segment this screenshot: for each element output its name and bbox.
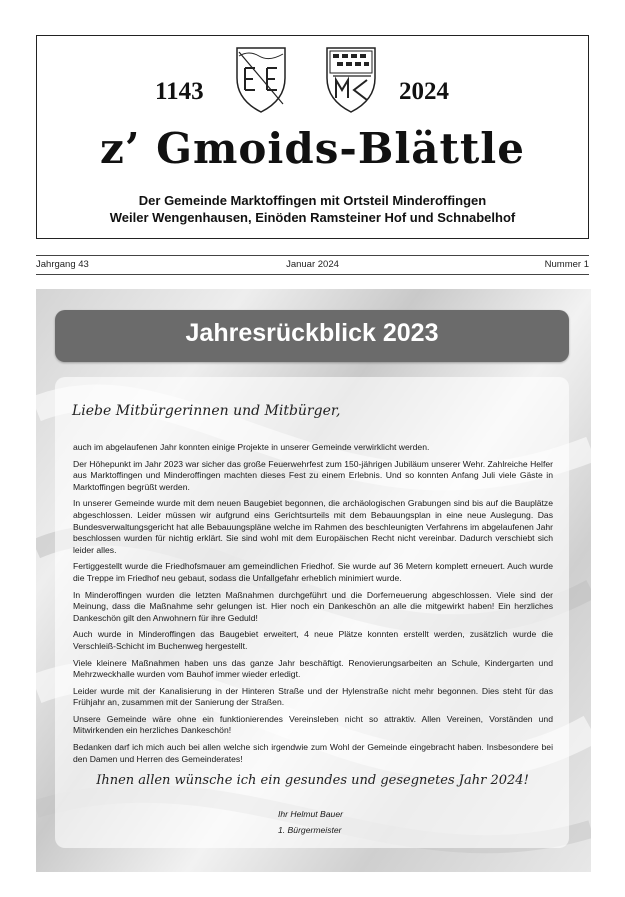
subtitle-line-2: Weiler Wengenhausen, Einöden Ramsteiner Hof und Schnabelhof xyxy=(109,210,516,225)
current-year: 2024 xyxy=(399,78,449,105)
title-banner xyxy=(55,310,569,362)
paragraph: Leider wurde mit der Kanalisierung in der Hinteren Straße und der Hylenstraße nicht mehr begonnen. Dies steht für das Frühjahr an, zusammen mit der Sanierung der Straßen. xyxy=(73,685,553,708)
paragraph: Fertiggestellt wurde die Friedhofsmauer am gemeindlichen Friedhof. Sie wurde auf 36 Metern komplett erneuert. Auch wurde die Treppe im Friedhof neu gebaut, sodass die Unfallgefahr erheblich minimiert wurde. xyxy=(73,561,553,583)
newsletter-title: z’ Gmoids-Blättle xyxy=(100,124,525,173)
letter-greeting: Liebe Mitbürgerinnen und Mitbürger, xyxy=(72,403,341,419)
paragraph: In unserer Gemeinde wurde mit dem neuen Baugebiet begonnen, die archäologischen Grabungen sind bis auf die Bauplätze abgeschlossen. Leider müssen wir aufgrund eins Gerichtsurteils mit dem Bebauungsplan in eine neue Auslegung. Das Bundesverwaltungsgericht hat alle Bebauungspläne welche im Rahmen des beschleunigten Verfahrens im abgelaufenen Jahr beschlossen wurden für nichtig erklärt. Sie sind wohl mit dem Europäischen Recht nicht vereinbar. Dadurch verschiebt sich leider alles. xyxy=(73,498,553,555)
crest-ee-icon xyxy=(231,42,291,114)
issue-volume: Jahrgang 43 xyxy=(36,259,89,270)
paragraph: Bedanken darf ich mich auch bei allen welche sich irgendwie zum Wohl der Gemeinde eingebracht haben. Insbesondere bei den Damen und Herren des Gemeinderates! xyxy=(73,742,553,764)
paragraph: Auch wurde in Minderoffingen das Baugebiet erweitert, 4 neue Plätze konnten erstellt werden, zusätzlich wurde die Verschleiß-Schicht im Buchenweg hergestellt. xyxy=(73,629,553,651)
banner-title: Jahresrückblick 2023 xyxy=(185,319,439,347)
paragraph: Der Höhepunkt im Jahr 2023 war sicher das große Feuerwehrfest zum 150-jährigen Jubiläum unserer Wehr. Zahlreiche Helfer aus Marktoffingen und Minderoffingen machten dieses Fest zu einem Erlebnis. Und so konnten Anfang Juli viele Gäste in Marktoffingen begrüßt werden. xyxy=(73,458,553,492)
paragraph: In Minderoffingen wurden die letzten Maßnahmen durchgeführt und die Dorferneuerung abgeschlossen. Viele sind der Meinung, dass die Maßnahme sehr gelungen ist. Hier noch ein Dankeschön an alle die mitgewirkt haben! Ein herzliches Dankeschön gilt den Anwohnern für ihre Geduld! xyxy=(73,589,553,623)
masthead xyxy=(36,35,589,239)
founding-year: 1143 xyxy=(155,78,204,105)
paragraph: Unsere Gemeinde wäre ohne ein funktionierendes Vereinsleben nicht so attraktiv. Allen Vereinen, Vorständen und Mitwirkenden ein herzliches Dankeschön! xyxy=(73,713,553,736)
paragraph: auch im abgelaufenen Jahr konnten einige Projekte in unserer Gemeinde verwirklicht werden. xyxy=(73,442,430,452)
issue-info-bar xyxy=(36,255,589,275)
subtitle-line-1: Der Gemeinde Marktoffingen mit Ortsteil Minderoffingen xyxy=(138,193,487,208)
issue-number: Nummer 1 xyxy=(544,259,589,270)
signature-name: Ihr Helmut Bauer xyxy=(278,809,343,819)
letter-body xyxy=(73,442,553,770)
paragraph: Viele kleinere Maßnahmen haben uns das ganze Jahr beschäftigt. Renovierungsarbeiten an Schule, Kindergarten und Mehrzweckhalle wurden vom Bauhof immer wieder erledigt. xyxy=(73,657,553,680)
crest-mk-icon xyxy=(321,42,381,114)
issue-date: Januar 2024 xyxy=(286,259,339,270)
signature-title: 1. Bürgermeister xyxy=(278,825,342,835)
closing-wish: Ihnen allen wünsche ich ein gesundes und gesegnetes Jahr 2024! xyxy=(96,773,529,788)
